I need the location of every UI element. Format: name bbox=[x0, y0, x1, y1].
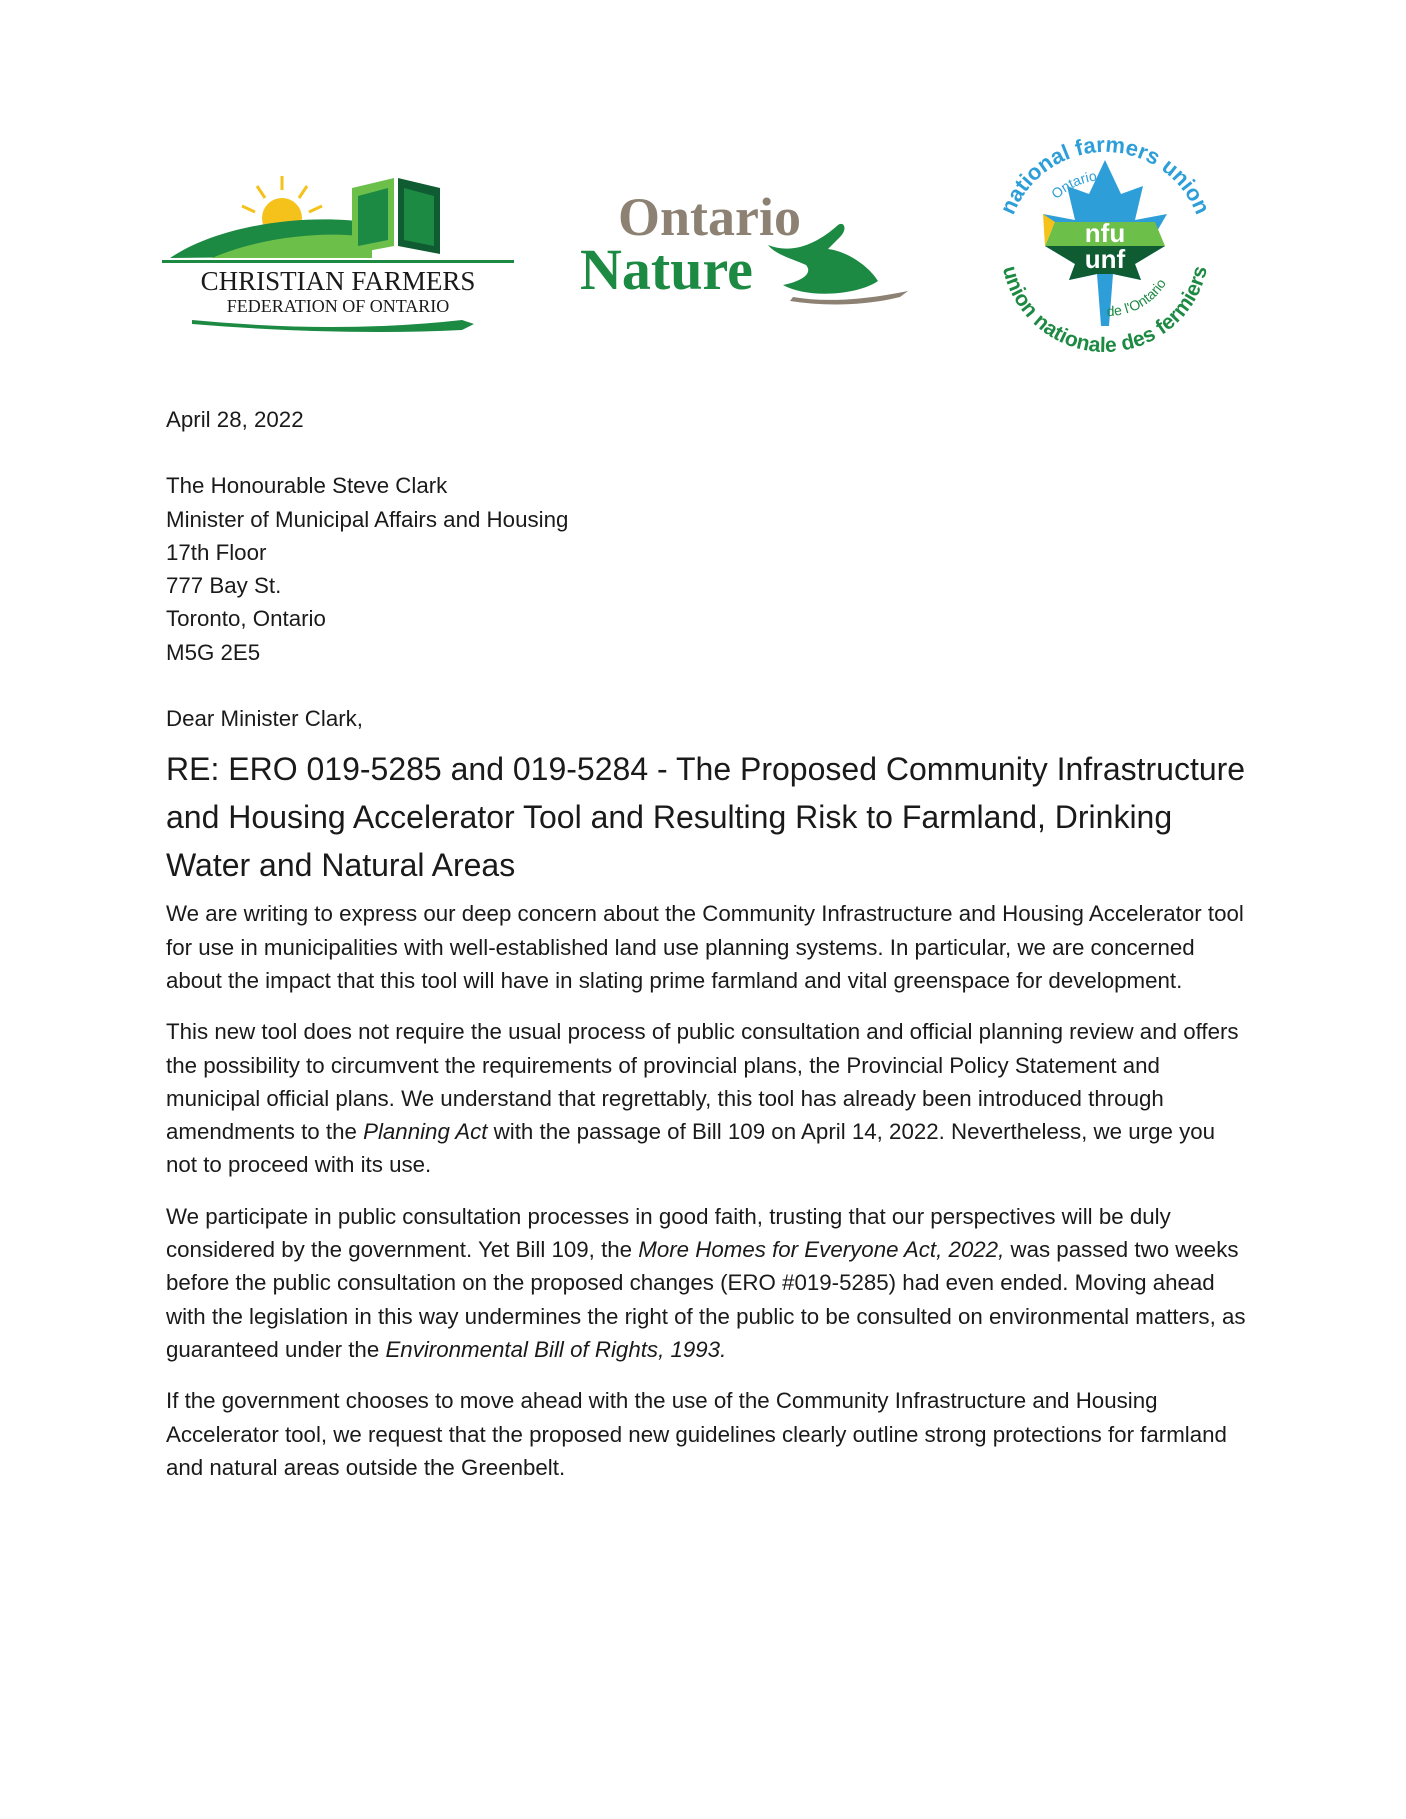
more-homes-act-title: More Homes for Everyone Act, 2022, bbox=[638, 1237, 1005, 1263]
paragraph-3: We participate in public consultation processes in good faith, trusting that our perspectives will be duly considered by the government. Yet Bill 109, the More Homes for Everyone Act, 2022, was passed two weeks before the public consultation on the proposed changes (ERO #019-5285) had even ended. Moving ahead with the legislation in this way undermines the right of the public to be consulted on environmental matters, as guaranteed under the Environmental Bill of Rights, 1993. bbox=[166, 1203, 1246, 1362]
address-line: The Honourable Steve Clark bbox=[166, 473, 448, 499]
cffo-name-line2: FEDERATION OF ONTARIO bbox=[226, 296, 450, 316]
ontario-nature-logo bbox=[578, 185, 918, 310]
cffo-name-line1: CHRISTIAN FARMERS bbox=[200, 266, 476, 296]
address-line: Minister of Municipal Affairs and Housing bbox=[166, 506, 569, 532]
address-line: 17th Floor bbox=[166, 539, 267, 565]
book-icon bbox=[352, 178, 440, 254]
nfu-inner-top-text: Ontario bbox=[1047, 167, 1098, 202]
nfu-outer-top-text: national farmers union bbox=[994, 131, 1216, 218]
paragraph-1: We are writing to express our deep concern about the Community Infrastructure and Housing Accelerator tool for use in municipalities with well-established land use planning systems. In particular, we are concerned about the impact that this tool will have in slating prime farmland and vital greenspace for development. bbox=[166, 901, 1244, 993]
ebr-title: Environmental Bill of Rights, 1993. bbox=[385, 1336, 727, 1362]
nfu-logo bbox=[985, 130, 1225, 370]
ontario-nature-line2: Nature bbox=[580, 237, 753, 302]
nfu-mark-bottom: unf bbox=[1084, 244, 1126, 274]
cffo-logo bbox=[162, 168, 514, 334]
address-line: Toronto, Ontario bbox=[166, 606, 326, 632]
address-line: M5G 2E5 bbox=[166, 639, 261, 665]
address-line: 777 Bay St. bbox=[166, 573, 282, 599]
nfu-mark-top: nfu bbox=[1084, 218, 1126, 248]
salutation: Dear Minister Clark, bbox=[166, 706, 363, 732]
letter-body bbox=[166, 403, 1246, 1502]
paragraph-2: This new tool does not require the usual process of public consultation and official planning review and offers the possibility to circumvent the requirements of provincial plans, the Provincial Policy Statement and municipal official plans. We understand that regrettably, this tool has already been introduced through amendments to the Planning Act with the passage of Bill 109 on April 14, 2022. Nevertheless, we urge you not to proceed with its use. bbox=[166, 1019, 1239, 1178]
nfu-inner-bottom-text: de l'Ontario bbox=[1106, 275, 1170, 320]
nfu-outer-bottom-text: union nationale des fermiers bbox=[997, 263, 1213, 358]
ontario-nature-line1: Ontario bbox=[618, 187, 801, 247]
letter-date: April 28, 2022 bbox=[166, 407, 304, 432]
paragraph-4: If the government chooses to move ahead with the use of the Community Infrastructure and Housing Accelerator tool, we request that the proposed new guidelines clearly outline strong protections for farmland and natural areas outside the Greenbelt. bbox=[166, 1388, 1227, 1480]
recipient-address bbox=[166, 469, 1246, 669]
planning-act-title: Planning Act bbox=[363, 1119, 488, 1145]
subject-heading: RE: ERO 019-5285 and 019-5284 - The Proposed Community Infrastructure and Housing Accelerator Tool and Resulting Risk to Farmland, Drinking Water and Natural Areas bbox=[166, 751, 1246, 884]
